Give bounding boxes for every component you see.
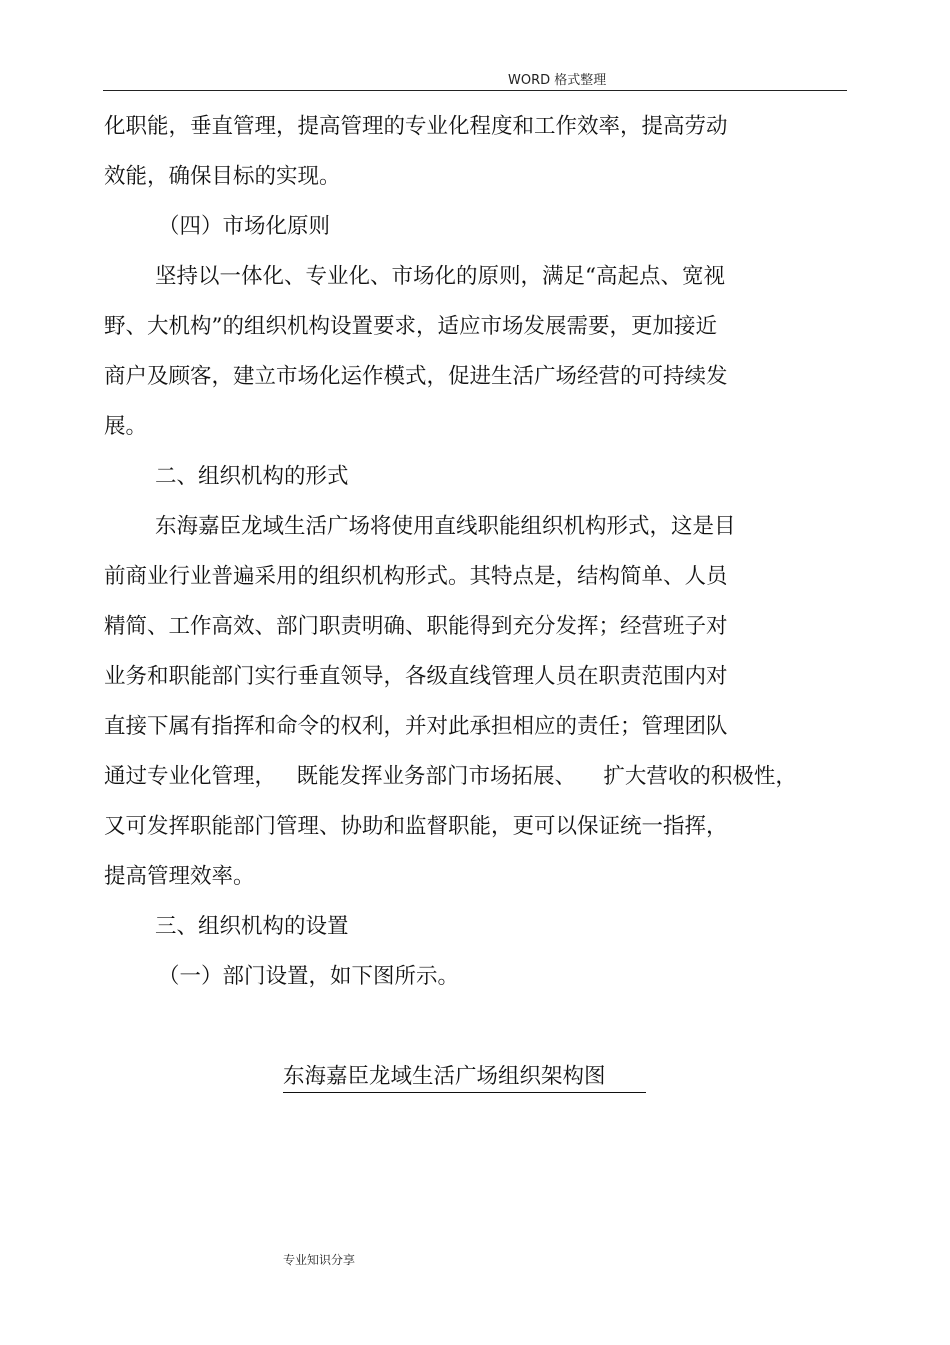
body-line: 坚持以一体化、专业化、市场化的原则，满足“高起点、宽视: [155, 264, 725, 289]
body-line: 野、大机构”的组织机构设置要求，适应市场发展需要，更加接近: [104, 314, 717, 339]
body-line: 业务和职能部门实行垂直领导，各级直线管理人员在职责范围内对: [104, 664, 728, 689]
section-heading: 二、组织机构的形式: [155, 464, 349, 489]
org-chart-title: 东海嘉臣龙域生活广场组织架构图: [283, 1062, 646, 1093]
body-line: 前商业行业普遍采用的组织机构形式。其特点是，结构简单、人员: [104, 564, 728, 589]
body-line: 通过专业化管理， 既能发挥业务部门市场拓展、 扩大营收的积极性，: [104, 764, 797, 789]
body-line: 商户及顾客，建立市场化运作模式，促进生活广场经营的可持续发: [104, 364, 728, 389]
body-line: 提高管理效率。: [104, 864, 255, 889]
body-line: 又可发挥职能部门管理、协助和监督职能，更可以保证统一指挥，: [104, 814, 728, 839]
body-line: 效能，确保目标的实现。: [104, 164, 341, 189]
body-line: 展。: [104, 414, 148, 439]
section-heading: （四）市场化原则: [158, 214, 331, 239]
section-heading: 三、组织机构的设置: [155, 914, 349, 939]
body-line: 精简、工作高效、部门职责明确、职能得到充分发挥；经营班子对: [104, 614, 728, 639]
body-line: 东海嘉臣龙域生活广场将使用直线职能组织机构形式，这是目: [155, 514, 736, 539]
body-line: 直接下属有指挥和命令的权利，并对此承担相应的责任；管理团队: [104, 714, 728, 739]
header-rule: [103, 90, 847, 91]
page-header-title: WORD 格式整理: [508, 73, 607, 88]
page-footer-text: 专业知识分享: [283, 1253, 356, 1267]
section-heading: （一）部门设置，如下图所示。: [158, 964, 460, 989]
body-line: 化职能，垂直管理，提高管理的专业化程度和工作效率，提高劳动: [104, 114, 728, 139]
